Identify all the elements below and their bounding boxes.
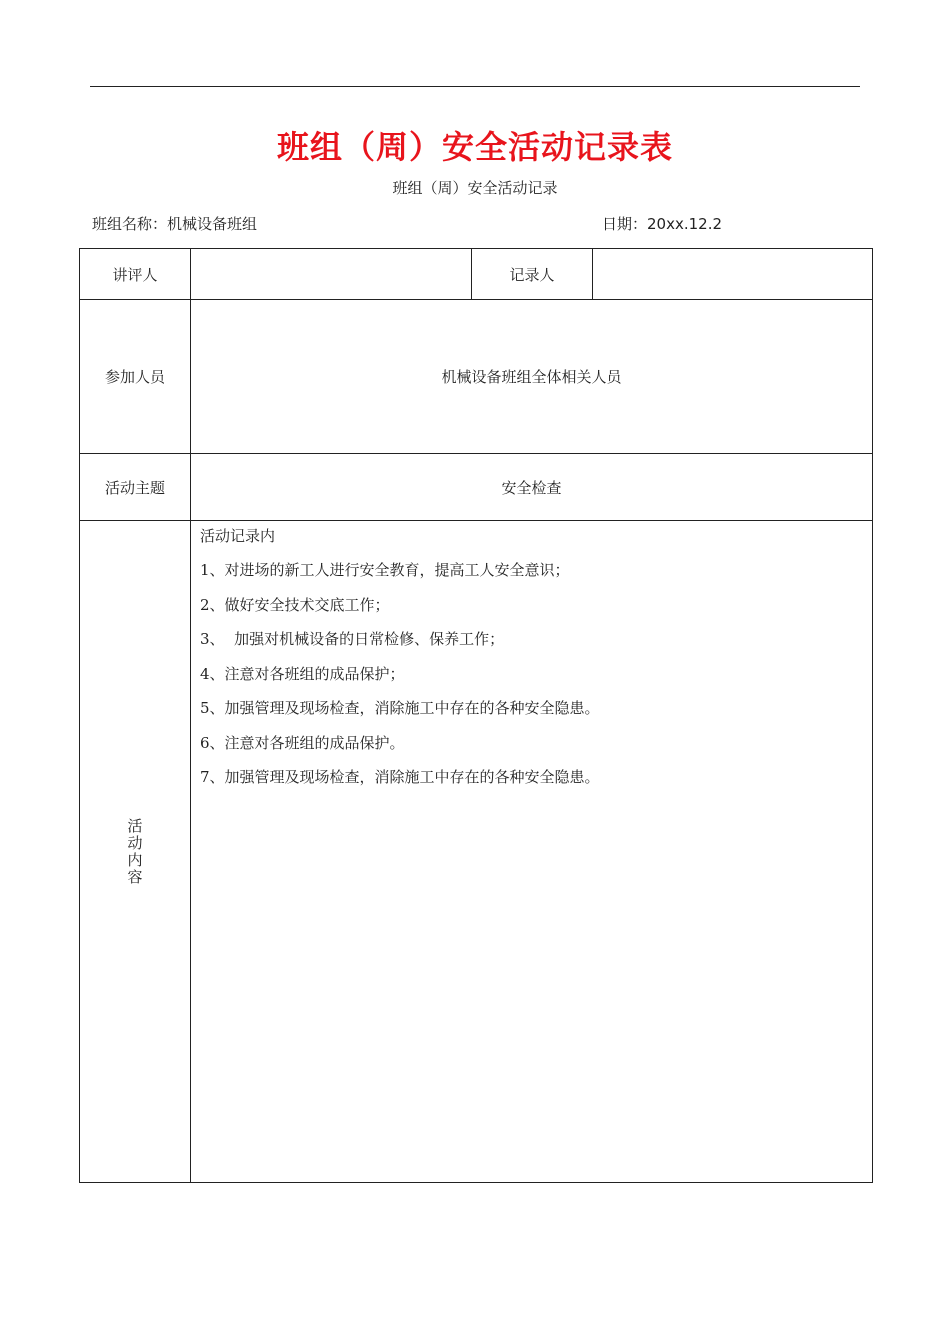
topic-label: 活动主题 — [80, 454, 191, 521]
document-title: 班组（周）安全活动记录表 — [276, 128, 673, 166]
attendees-value: 机械设备班组全体相关人员 — [191, 300, 873, 454]
list-item: 7、加强管理及现场检查，消除施工中存在的各种安全隐患。 — [200, 768, 600, 786]
recorder-value-cell[interactable] — [593, 249, 873, 300]
table-row — [80, 521, 873, 1183]
list-item: 1、对进场的新工人进行安全教育，提高工人安全意识； — [200, 561, 570, 579]
topic-value: 安全检查 — [191, 454, 873, 521]
table-row — [80, 454, 873, 521]
content-title: 活动记录内 — [200, 527, 276, 545]
team-name-label: 班组名称： — [92, 215, 168, 233]
reviewer-label: 讲评人 — [80, 249, 191, 300]
table-row — [80, 300, 873, 454]
header-rule — [90, 86, 860, 87]
list-item: 2、做好安全技术交底工作； — [200, 595, 390, 614]
list-item: 4、注意对各班组的成品保护； — [200, 664, 405, 683]
document-subtitle: 班组（周）安全活动记录 — [392, 179, 558, 197]
content-label-cell — [80, 521, 191, 1183]
date-value: 20xx.12.2 — [647, 215, 723, 233]
team-name-value: 机械设备班组 — [167, 215, 258, 233]
content-label: 活动内容 — [127, 816, 143, 886]
date-field — [602, 213, 722, 234]
attendees-label: 参加人员 — [80, 300, 191, 454]
content-cell — [191, 521, 873, 1183]
list-item: 3、 加强对机械设备的日常检修、保养工作； — [200, 630, 505, 648]
team-name-field — [92, 213, 257, 234]
reviewer-value-cell[interactable] — [191, 249, 472, 300]
table-row — [80, 249, 873, 300]
recorder-label: 记录人 — [472, 249, 593, 300]
list-item: 5、加强管理及现场检查，消除施工中存在的各种安全隐患。 — [200, 699, 600, 717]
activity-record-table — [79, 248, 873, 1183]
date-label: 日期： — [602, 215, 648, 233]
list-item: 6、注意对各班组的成品保护。 — [200, 733, 405, 752]
